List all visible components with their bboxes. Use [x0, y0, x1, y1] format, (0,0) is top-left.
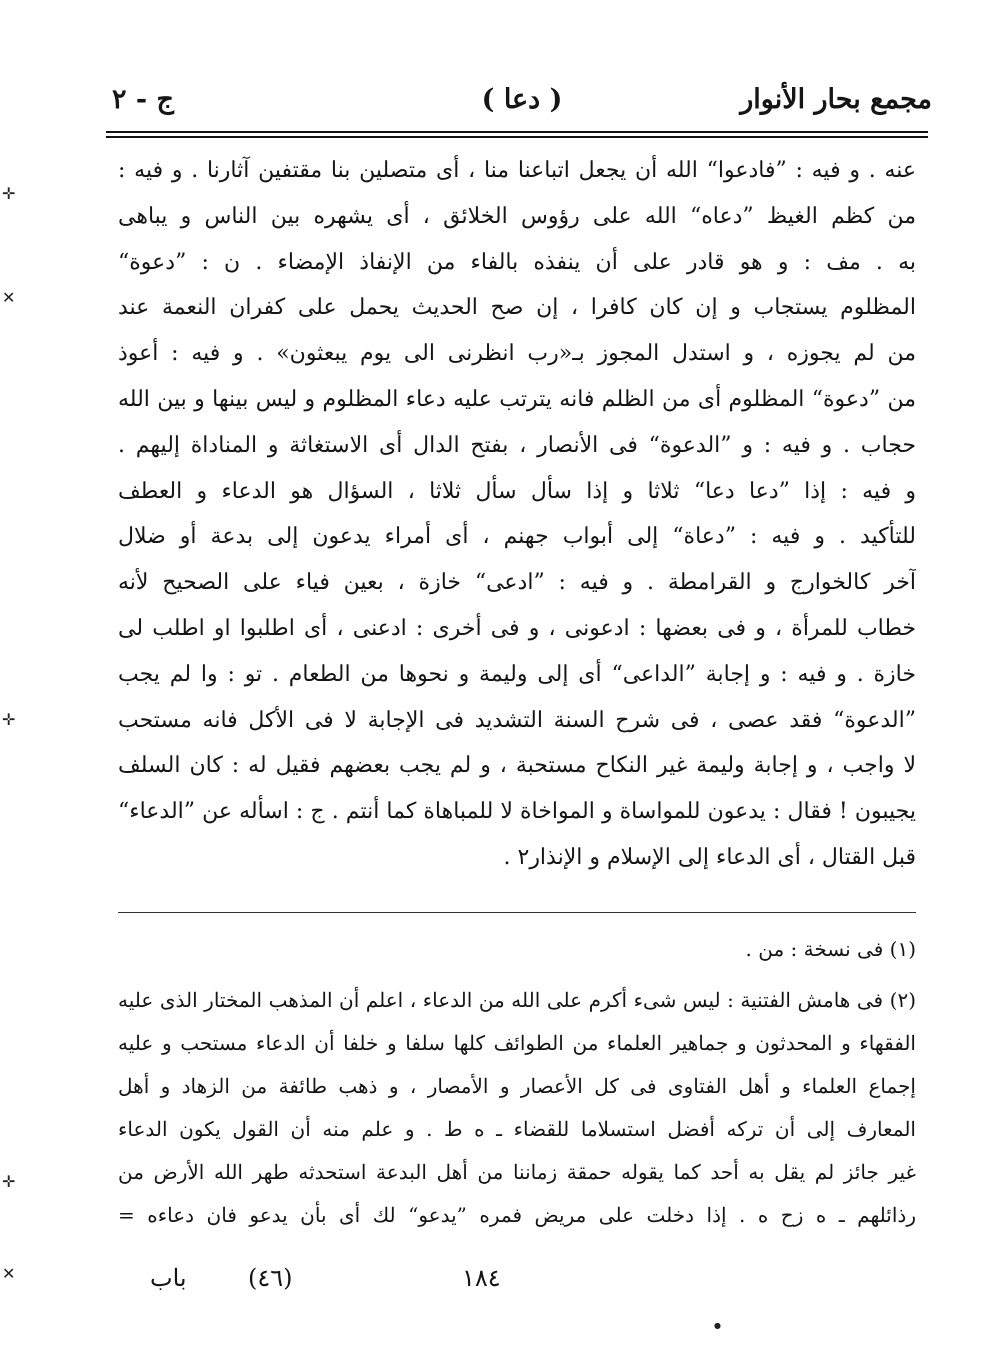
main-text	[118, 148, 916, 881]
text-line: من لم يجوزه ، و استدل المجوز بـ«رب انظرنى الى يوم يبعثون» . و فيه : أعوذ	[118, 341, 916, 367]
text-line: لا واجب ، و إجابة وليمة غير النكاح مستحبة ، و لم يجب بعضهم فقيل له : كان السلف	[118, 753, 916, 779]
text-line: من كظم الغيظ ”دعاه“ الله على رؤوس الخلائق ، أى يشهره بين الناس و يباهى	[118, 203, 916, 229]
footnotes	[118, 928, 916, 1237]
footnote-2-line: (٢) فى هامش الفتنية : ليس شىء أكرم على الله من الدعاء ، اعلم أن المذهب المختار الذى عليه	[118, 988, 916, 1012]
text-line: قبل القتال ، أى الدعاء إلى الإسلام و الإنذار٢ .	[503, 844, 916, 870]
margin-mark: ✕	[2, 288, 16, 307]
page-number: ١٨٤	[462, 1264, 501, 1292]
text-line: خطاب للمرأة ، و فى بعضها : ادعونى ، و فى أخرى : ادعنى ، أى اطلبوا او اطلب لى	[118, 615, 916, 641]
text-line: من ”دعوة“ المظلوم أى من الظلم فانه يترتب عليه دعاء المظلوم و ليس بينها و بين الله	[118, 386, 916, 412]
text-line: و فيه : إذا ”دعا دعا“ ثلاثا و إذا سأل سأل ثلاثا ، السؤال هو الدعاء و العطف	[118, 478, 916, 504]
header-rule-top	[106, 131, 928, 133]
scan-dot: ●	[714, 1321, 721, 1330]
text-line: به . مف : و هو قادر على أن ينفذه بالفاء من الإنفاذ الإمضاء . ن : ”دعوة“	[118, 249, 916, 275]
header-rule-bottom	[106, 136, 928, 138]
text-line: المظلوم يستجاب و إن كان كافرا ، إن صح الحديث يحمل على كفران النعمة عند	[118, 295, 916, 321]
margin-mark: ✛	[2, 1172, 16, 1191]
catchword: باب	[150, 1264, 187, 1292]
footnote-2-line: إجماع العلماء و أهل الفتاوى فى كل الأعصار و الأمصار ، و ذهب طائفة من الزهاد و أهل	[118, 1074, 916, 1098]
footnote-2-line: غير جائز لم يقل به أحد كما يقوله حمقة زماننا من أهل البدعة استحدثه طهر الله الأرض من	[118, 1160, 916, 1184]
footnote-2-line: رذائلهم ـ ه زح ه . إذا دخلت على مريض فمره ”يدعو“ لك أى بأن يدعو فان دعاءه =	[118, 1203, 916, 1227]
book-title: مجمع بحار الأنوار	[740, 84, 932, 115]
margin-mark: ✛	[2, 184, 16, 203]
text-line: يجيبون ! فقال : يدعون للمواساة و المواخاة لا للمباهاة كما أنتم . ج : اسأله عن ”الدعاء“	[118, 799, 916, 825]
text-line: آخر كالخوارج و القرامطة . و فيه : ”ادعى“ خازة ، بعين فياء على الصحيح لأنه	[118, 570, 916, 596]
text-line: خازة . و فيه : و إجابة ”الداعى“ أى إلى وليمة و نحوها من الطعام . تو : وا لم يجب	[118, 661, 916, 687]
running-header	[112, 84, 932, 128]
footnote-separator	[118, 912, 916, 913]
volume-number: ج - ٢	[112, 84, 174, 115]
entry-word: ( دعا )	[481, 84, 563, 115]
text-line: للتأكيد . و فيه : ”دعاة“ إلى أبواب جهنم ، أى أمراء يدعون إلى بدعة أو ضلال	[118, 524, 916, 550]
text-line: عنه . و فيه : ”فادعوا“ الله أن يجعل اتباعنا منا ، أى متصلين بنا مقتفين آثارنا . و فيه :	[118, 158, 916, 183]
text-line: ”الدعوة“ فقد عصى ، فى شرح السنة التشديد فى الإجابة لا فى الأكل فانه مستحب	[118, 707, 916, 733]
margin-mark: ✛	[2, 710, 16, 729]
signature-mark: (٤٦)	[248, 1264, 293, 1292]
text-line: حجاب . و فيه : و ”الدعوة“ فى الأنصار ، بفتح الدال أى الاستغاثة و المناداة إليهم .	[118, 432, 916, 458]
footnote-2-line: الفقهاء و المحدثون و جماهير العلماء من الطوائف كلها سلفا و خلفا أن الدعاء مستحب و عليه	[118, 1031, 916, 1055]
margin-mark: ✕	[2, 1264, 16, 1283]
footnote-2-line: المعارف إلى أن تركه أفضل استسلاما للقضاء ـ ه ط . و علم منه أن القول يكون الدعاء	[118, 1117, 916, 1141]
footnote-1: (١) فى نسخة : من .	[745, 937, 916, 961]
